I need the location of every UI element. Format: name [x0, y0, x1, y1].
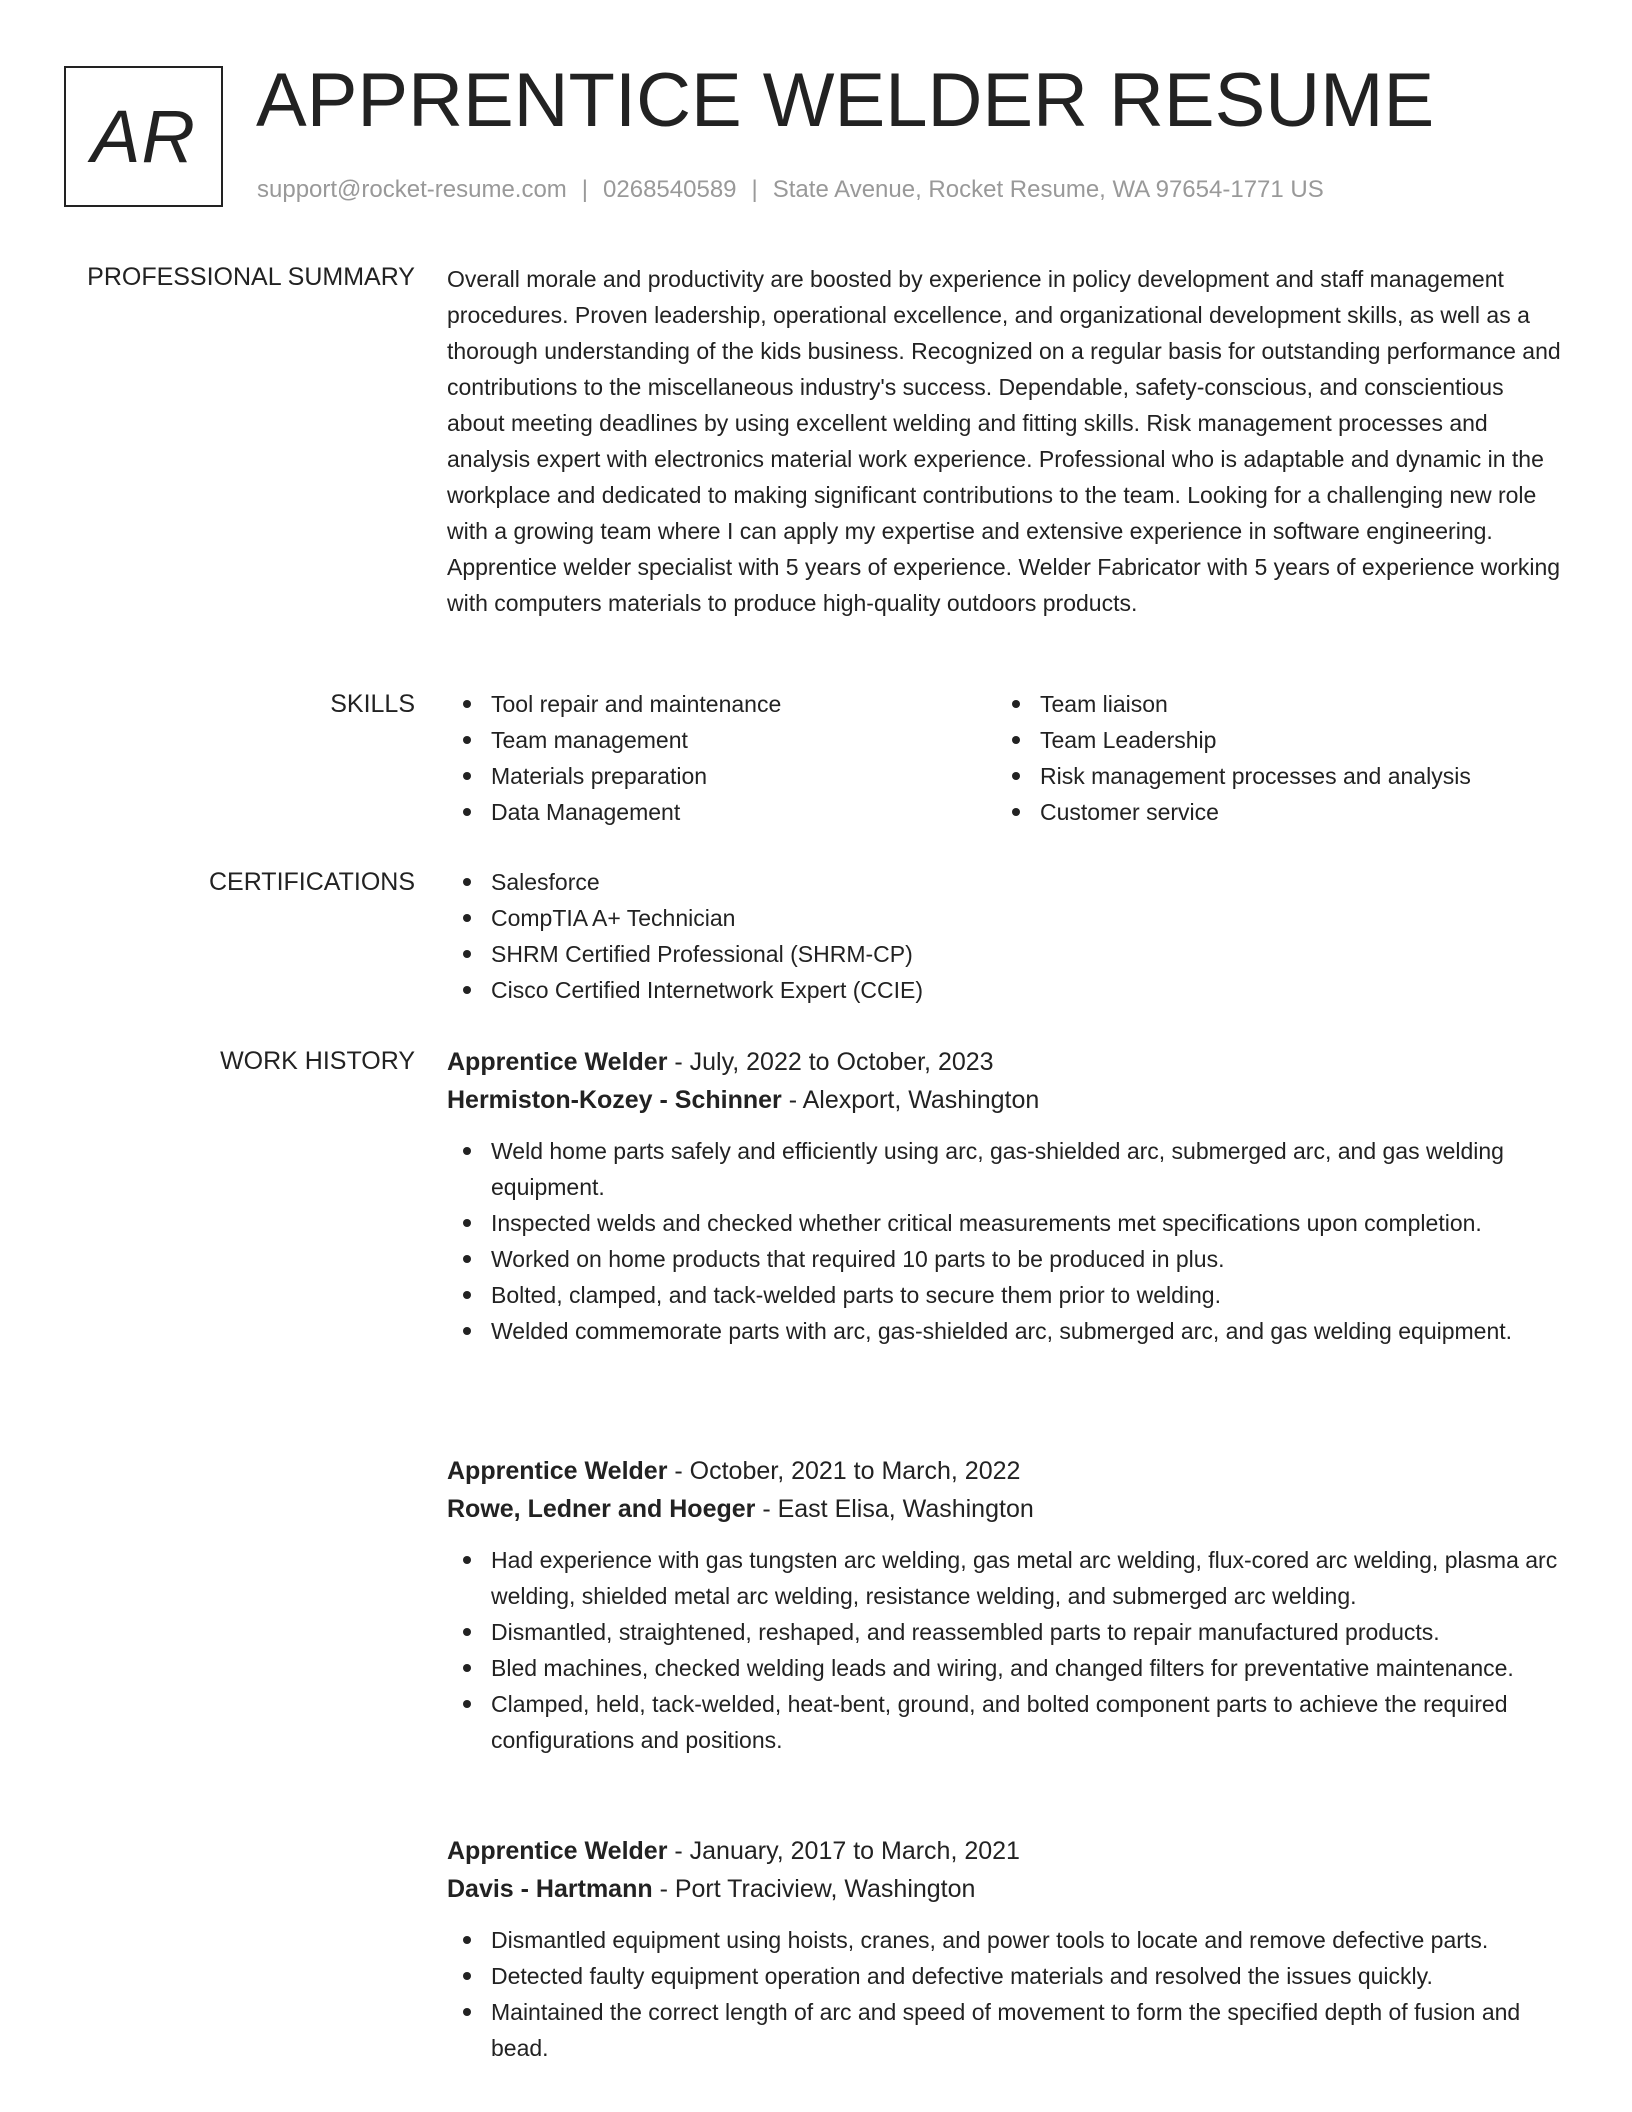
bullet-dot-icon [463, 1255, 471, 1263]
job-duty-item: Inspected welds and checked whether critical measurements met specifications upon completion. [447, 1205, 1562, 1241]
job-duty-item: Welded commemorate parts with arc, gas-shielded arc, submerged arc, and gas welding equipment. [447, 1313, 1562, 1349]
contact-separator: | [751, 176, 758, 203]
bullet-dot-icon [463, 914, 471, 922]
job-duty-item: Bled machines, checked welding leads and wiring, and changed filters for preventative maintenance. [447, 1650, 1562, 1686]
job-location: - East Elisa, Washington [755, 1495, 1034, 1523]
skill-item: Data Management [447, 794, 996, 830]
job-duty-item: Maintained the correct length of arc and speed of movement to form the specified depth of fusion and bead. [447, 1994, 1562, 2066]
job-title: Apprentice Welder [447, 1457, 668, 1485]
skills-list-left [447, 686, 996, 830]
certifications-body [447, 864, 1562, 1008]
bullet-dot-icon [463, 736, 471, 744]
job-company-line [447, 1081, 1562, 1119]
section-heading-skills: SKILLS [330, 690, 415, 718]
bullet-dot-icon [463, 1936, 471, 1944]
section-heading-summary: PROFESSIONAL SUMMARY [87, 263, 415, 291]
bullet-dot-icon [463, 1972, 471, 1980]
certification-item: Salesforce [447, 864, 1562, 900]
skills-column-right [996, 686, 1545, 830]
certification-item: Cisco Certified Internetwork Expert (CCIE) [447, 972, 1562, 1008]
job-duty-item: Worked on home products that required 10 parts to be produced in plus. [447, 1241, 1562, 1277]
bullet-dot-icon [463, 1664, 471, 1672]
skill-item: Customer service [996, 794, 1545, 830]
job-duties-list [447, 1922, 1562, 2066]
skill-item: Tool repair and maintenance [447, 686, 996, 722]
skill-item: Team management [447, 722, 996, 758]
job-dates: - October, 2021 to March, 2022 [667, 1457, 1021, 1485]
bullet-dot-icon [463, 700, 471, 708]
job-title-line [447, 1043, 1562, 1081]
resume-title: APPRENTICE WELDER RESUME [256, 58, 1435, 143]
job-entry [447, 1043, 1562, 1349]
certification-item: SHRM Certified Professional (SHRM-CP) [447, 936, 1562, 972]
job-dates: - July, 2022 to October, 2023 [667, 1048, 994, 1076]
contact-line [257, 174, 1324, 206]
bullet-dot-icon [463, 808, 471, 816]
skills-body [447, 686, 1562, 830]
monogram-initials: AR [91, 94, 196, 178]
skills-column-left [447, 686, 996, 830]
job-duty-item: Detected faulty equipment operation and defective materials and resolved the issues quickly. [447, 1958, 1562, 1994]
bullet-dot-icon [463, 1700, 471, 1708]
job-title: Apprentice Welder [447, 1048, 668, 1076]
contact-phone[interactable]: 0268540589 [603, 176, 737, 203]
bullet-dot-icon [1012, 808, 1020, 816]
certifications-list [447, 864, 1562, 1008]
job-duty-item: Bolted, clamped, and tack-welded parts to secure them prior to welding. [447, 1277, 1562, 1313]
bullet-dot-icon [463, 1219, 471, 1227]
job-duty-item: Had experience with gas tungsten arc welding, gas metal arc welding, flux-cored arc welding, plasma arc welding, shielded metal arc welding, resistance welding, and submerged arc welding. [447, 1542, 1562, 1614]
job-duty-item: Clamped, held, tack-welded, heat-bent, ground, and bolted component parts to achieve the required configurations and positions. [447, 1686, 1562, 1758]
bullet-dot-icon [1012, 736, 1020, 744]
bullet-dot-icon [463, 2008, 471, 2016]
job-title-line [447, 1832, 1562, 1870]
bullet-dot-icon [463, 1147, 471, 1155]
skill-item: Risk management processes and analysis [996, 758, 1545, 794]
bullet-dot-icon [463, 1628, 471, 1636]
bullet-dot-icon [463, 986, 471, 994]
bullet-dot-icon [1012, 700, 1020, 708]
bullet-dot-icon [463, 1291, 471, 1299]
job-entry [447, 1832, 1562, 2066]
bullet-dot-icon [463, 878, 471, 886]
job-duty-item: Weld home parts safely and efficiently using arc, gas-shielded arc, submerged arc, and gas welding equipment. [447, 1133, 1562, 1205]
section-heading-work-history: WORK HISTORY [220, 1047, 415, 1075]
job-duty-item: Dismantled, straightened, reshaped, and reassembled parts to repair manufactured products. [447, 1614, 1562, 1650]
job-title: Apprentice Welder [447, 1837, 668, 1865]
certification-item: CompTIA A+ Technician [447, 900, 1562, 936]
job-title-line [447, 1452, 1562, 1490]
bullet-dot-icon [463, 1556, 471, 1564]
job-dates: - January, 2017 to March, 2021 [667, 1837, 1020, 1865]
job-location: - Alexport, Washington [781, 1086, 1040, 1114]
bullet-dot-icon [1012, 772, 1020, 780]
job-company-line [447, 1490, 1562, 1528]
job-duties-list [447, 1542, 1562, 1758]
contact-address: State Avenue, Rocket Resume, WA 97654-1771 US [772, 176, 1324, 203]
monogram-logo [64, 66, 223, 207]
skill-item: Team Leadership [996, 722, 1545, 758]
contact-email[interactable]: support@rocket-resume.com [257, 176, 567, 203]
job-company-line [447, 1870, 1562, 1908]
contact-separator: | [581, 176, 589, 203]
job-duties-list [447, 1133, 1562, 1349]
job-company: Hermiston-Kozey - Schinner [447, 1086, 782, 1114]
job-company: Davis - Hartmann [447, 1875, 653, 1903]
skill-item: Materials preparation [447, 758, 996, 794]
bullet-dot-icon [463, 1327, 471, 1335]
summary-body [447, 261, 1562, 621]
job-location: - Port Traciview, Washington [652, 1875, 976, 1903]
skills-list-right [996, 686, 1545, 830]
summary-text: Overall morale and productivity are boosted by experience in policy development and staff management procedures. Proven leadership, operational excellence, and organizational development skills, as well as a thorough understanding of the kids business. Recognized on a regular basis for outstanding performance and contributions to the miscellaneous industry's success. Dependable, safety-conscious, and conscientious about meeting deadlines by using excellent welding and fitting skills. Risk management processes and analysis expert with electronics material work experience. Professional who is adaptable and dynamic in the workplace and dedicated to making significant contributions to the team. Looking for a challenging new role with a growing team where I can apply my expertise and extensive experience in software engineering. Apprentice welder specialist with 5 years of experience. Welder Fabricator with 5 years of experience working with computers materials to produce high-quality outdoors products. [447, 266, 1561, 616]
section-heading-certifications: CERTIFICATIONS [208, 868, 415, 896]
bullet-dot-icon [463, 772, 471, 780]
skill-item: Team liaison [996, 686, 1545, 722]
job-entry [447, 1452, 1562, 1758]
job-company: Rowe, Ledner and Hoeger [447, 1495, 756, 1523]
job-duty-item: Dismantled equipment using hoists, cranes, and power tools to locate and remove defective parts. [447, 1922, 1562, 1958]
bullet-dot-icon [463, 950, 471, 958]
